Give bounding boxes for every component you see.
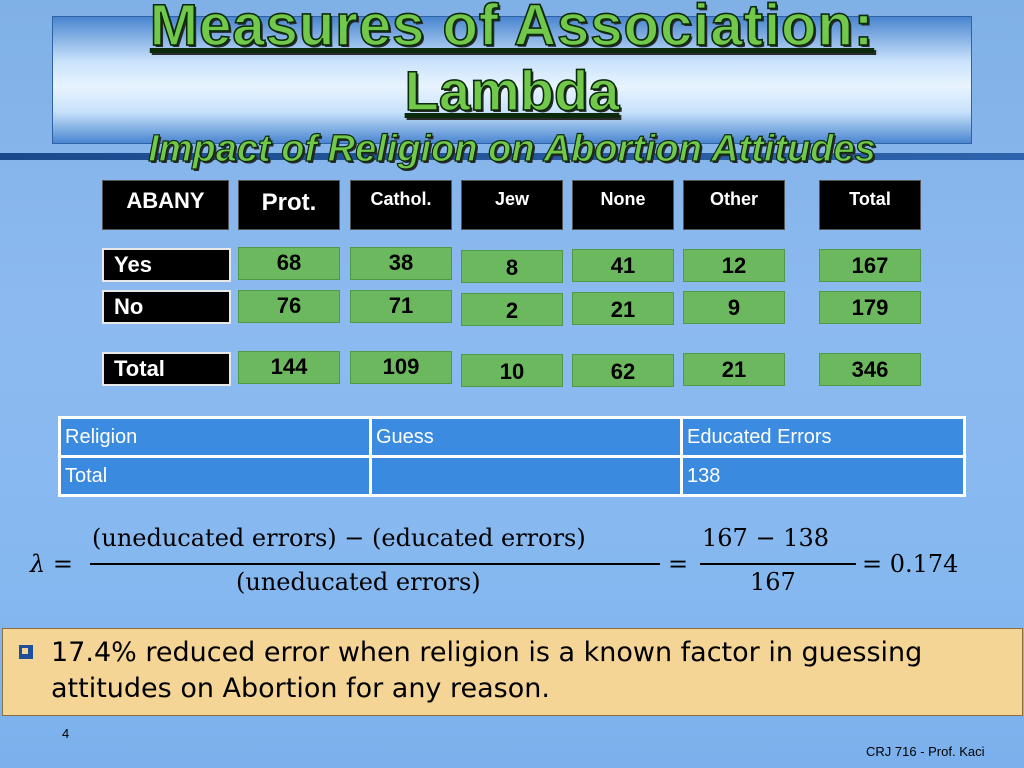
lambda-table <box>58 416 966 497</box>
conclusion-text: 17.4% reduced error when religion is a known factor in guessing attitudes on Abortion for any reason. <box>51 637 923 704</box>
row-label-no: No <box>102 290 231 324</box>
formula-result: = 0.174 <box>862 550 959 578</box>
footer-credit: CRJ 716 - Prof. Kaci <box>866 744 985 759</box>
cell-total-none: 62 <box>572 354 674 387</box>
cell-no-prot: 76 <box>238 290 340 323</box>
slide-subtitle: Impact of Religion on Abortion Attitudes <box>148 128 876 170</box>
header-jew: Jew <box>461 180 563 230</box>
slide-title-line1: Measures of Association: <box>149 0 875 58</box>
table-row <box>60 457 965 496</box>
formula-denominator: (uneducated errors) <box>236 568 481 596</box>
cell-yes-cathol: 38 <box>350 247 452 280</box>
slide-title-line2: Lambda <box>404 59 620 122</box>
table-header-religion: Religion <box>60 418 371 457</box>
square-bullet-icon <box>19 645 33 659</box>
header-other: Other <box>683 180 785 230</box>
cell-no-total: 179 <box>819 291 921 324</box>
header-abany: ABANY <box>102 180 229 230</box>
cell-no-other: 9 <box>683 291 785 324</box>
formula-numerator: (uneducated errors) − (educated errors) <box>92 524 586 552</box>
cell-total-cathol: 109 <box>350 351 452 384</box>
lambda-formula <box>30 520 990 610</box>
formula-fraction-bar-1 <box>90 563 660 565</box>
header-none: None <box>572 180 674 230</box>
table-cell-educated-errors: 138 <box>682 457 965 496</box>
formula-equals: = <box>668 550 689 578</box>
cell-yes-jew: 8 <box>461 250 563 283</box>
conclusion-box <box>2 628 1023 716</box>
table-header-guess: Guess <box>371 418 682 457</box>
row-label-total: Total <box>102 352 231 386</box>
cell-no-jew: 2 <box>461 293 563 326</box>
header-cathol: Cathol. <box>350 180 452 230</box>
cell-yes-total: 167 <box>819 249 921 282</box>
table-header-educated-errors: Educated Errors <box>682 418 965 457</box>
row-label-yes: Yes <box>102 248 231 282</box>
header-prot: Prot. <box>238 180 340 230</box>
cell-total-jew: 10 <box>461 354 563 387</box>
formula-numerator-values: 167 − 138 <box>702 524 829 552</box>
cell-total-total: 346 <box>819 353 921 386</box>
cell-total-prot: 144 <box>238 351 340 384</box>
cell-yes-prot: 68 <box>238 247 340 280</box>
cell-no-none: 21 <box>572 292 674 325</box>
cell-yes-none: 41 <box>572 249 674 282</box>
table-cell-guess <box>371 457 682 496</box>
formula-denominator-value: 167 <box>750 568 796 596</box>
formula-fraction-bar-2 <box>700 563 856 565</box>
cell-no-cathol: 71 <box>350 290 452 323</box>
table-header-row <box>60 418 965 457</box>
cell-yes-other: 12 <box>683 249 785 282</box>
header-total: Total <box>819 180 921 230</box>
formula-lhs: λ = <box>30 550 73 578</box>
page-number: 4 <box>62 726 70 741</box>
cell-total-other: 21 <box>683 353 785 386</box>
table-cell-religion: Total <box>60 457 371 496</box>
